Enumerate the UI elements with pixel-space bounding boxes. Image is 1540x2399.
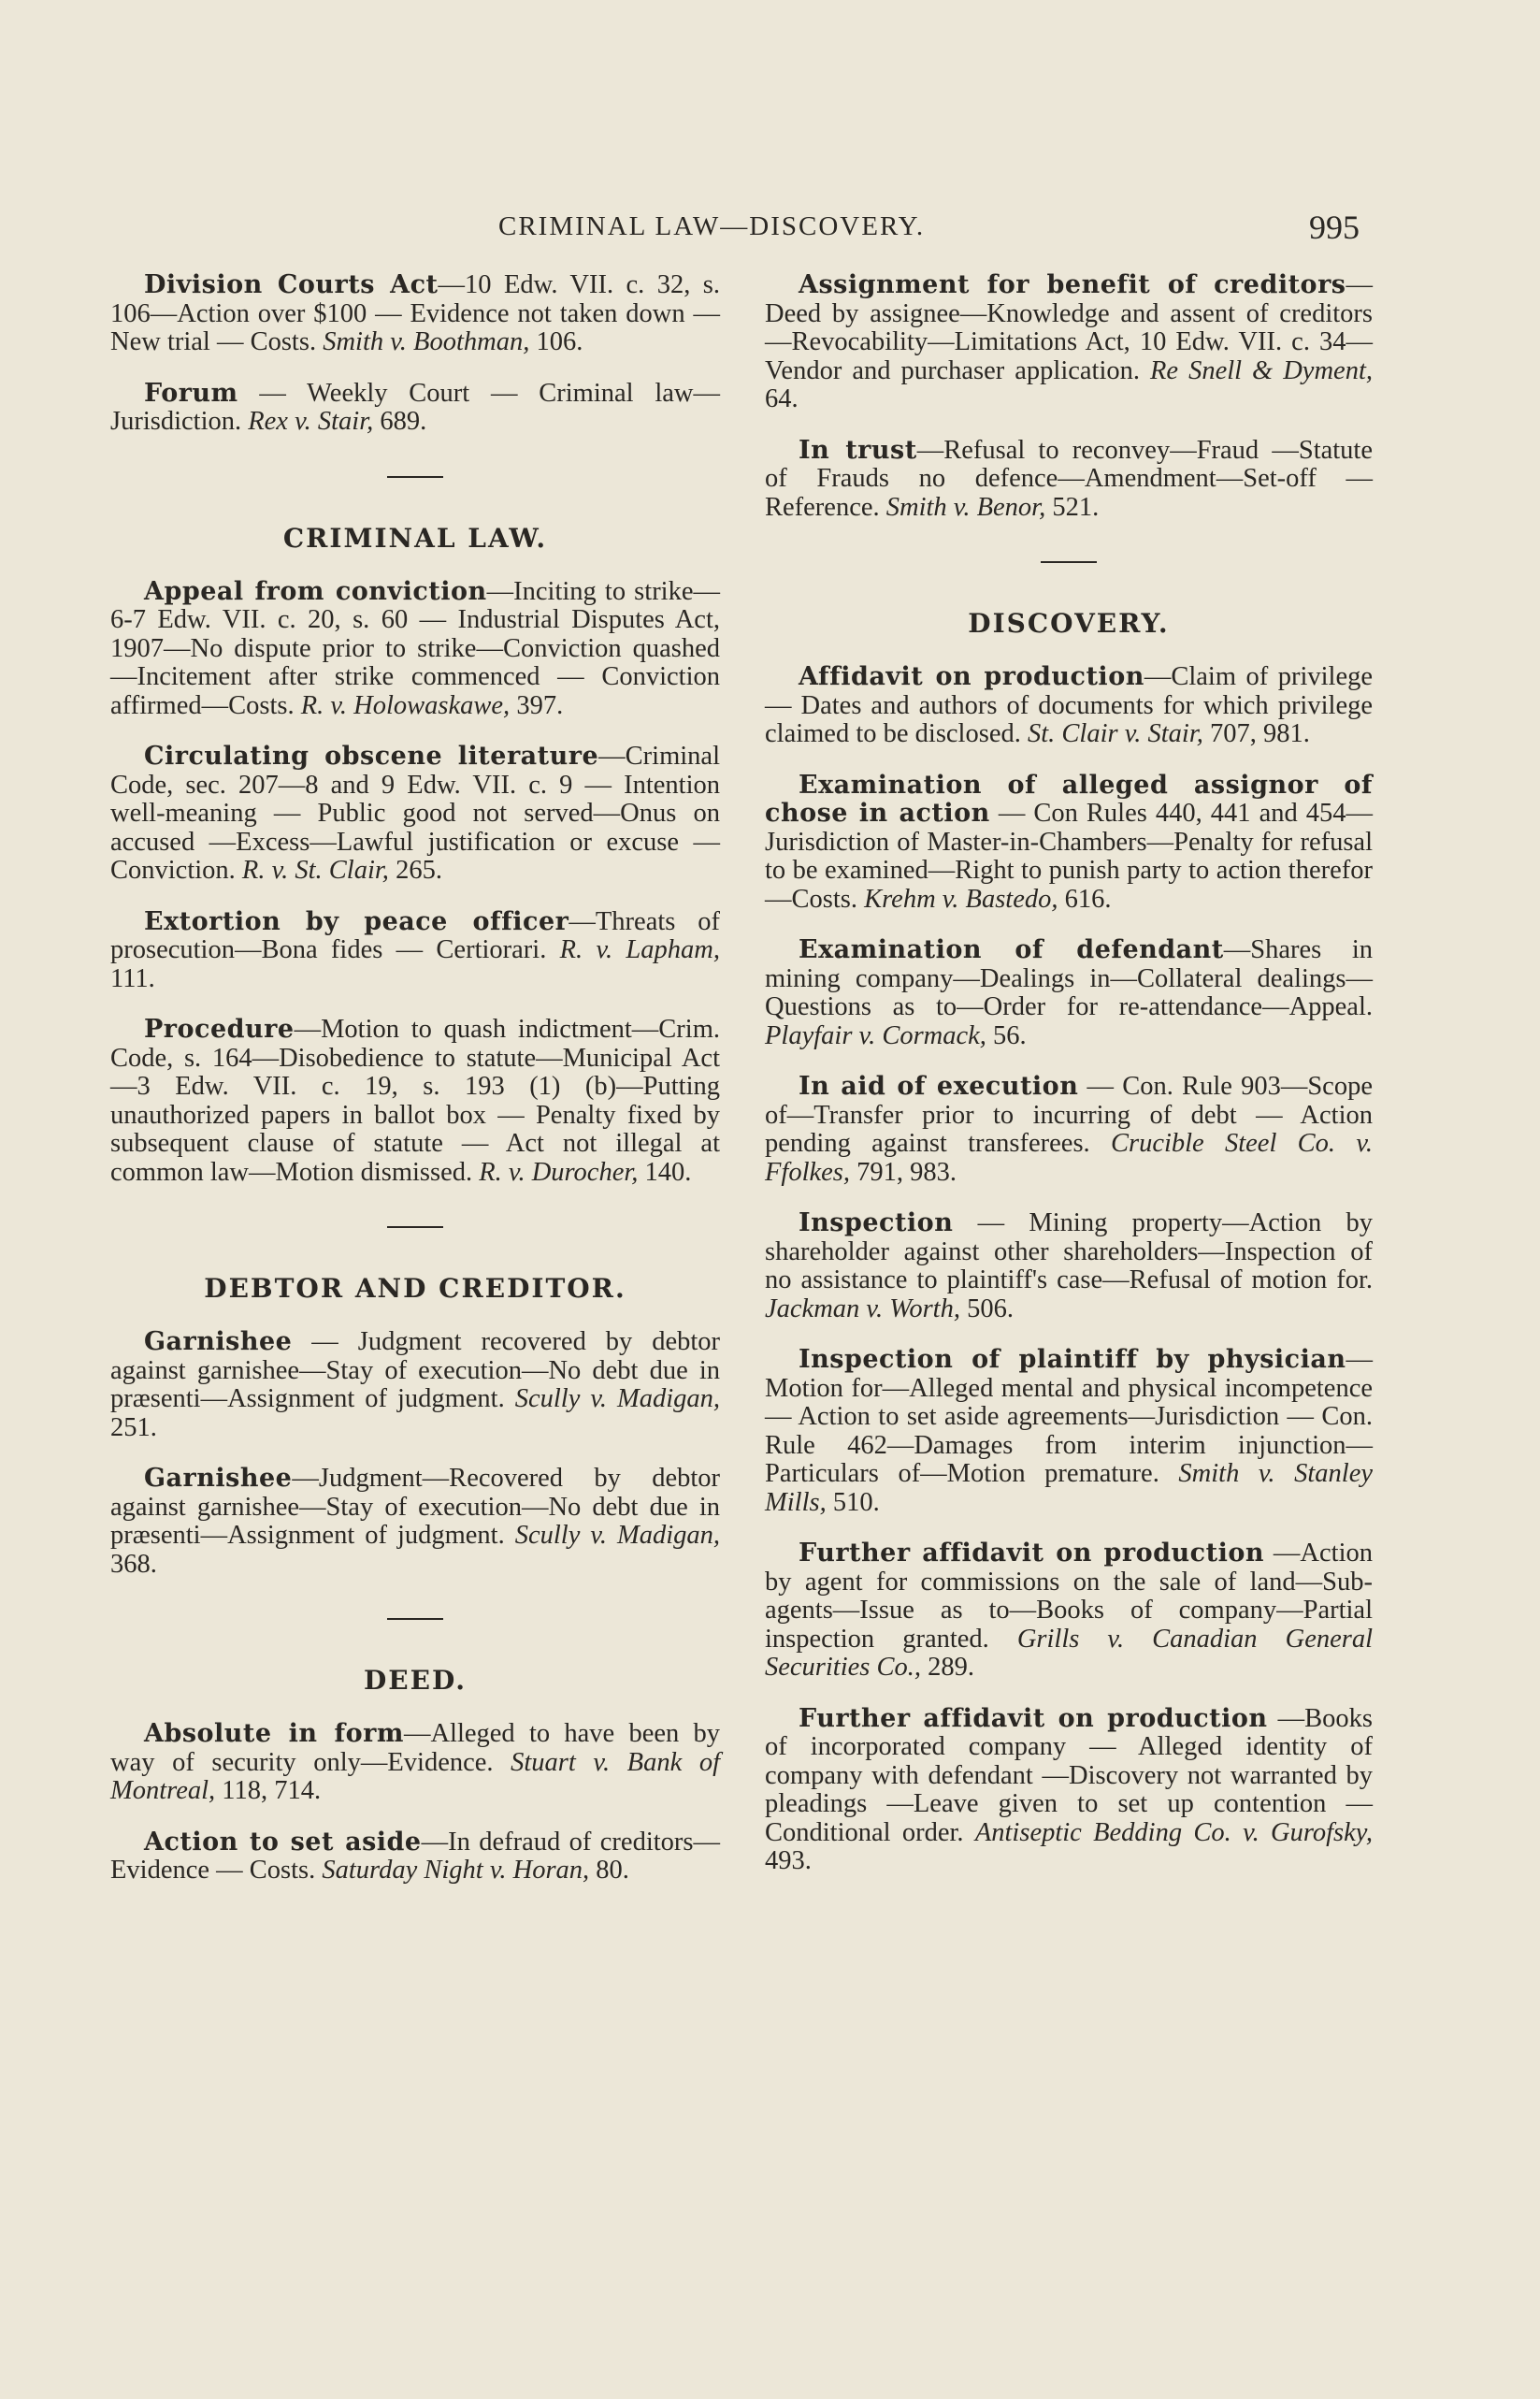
index-entry: Further affidavit on production —Action by agent for commissions on the sale of land—Sub-agents—Issue as to—Books of company—Partial inspection granted. Grills v. Canadian General Securities Co., 289. [765,1539,1373,1682]
index-entry: Forum — Weekly Court — Criminal law—Jurisdiction. Rex v. Stair, 689. [110,378,720,436]
index-entry: Absolute in form—Alleged to have been by way of security only—Evidence. Stuart v. Bank of Montreal, 118, 714. [110,1719,721,1805]
section-title: DEBTOR AND CREDITOR. [204,1273,626,1304]
right-column [765,271,1373,1899]
index-entry: Circulating obscene literature—Criminal Code, sec. 207—8 and 9 Edw. VII. c. 9 — Intention well-meaning — Public good not served—Onus on accused —Excess—Lawful justification or excuse —Conviction. R. v. St. Clair, 265. [110,742,720,885]
index-entry: Examination of defendant—Shares in mining company—Dealings in—Collateral dealings—Questions as to—Order for re-attendance—Appeal. Playfair v. Cormack, 56. [765,935,1373,1050]
section-divider [387,476,443,478]
index-entry: Affidavit on production—Claim of privilege — Dates and authors of documents for which privilege claimed to be disclosed. St. Clair v. Stair, 707, 981. [765,662,1374,748]
section-divider [1041,561,1097,563]
section-title: DISCOVERY. [968,608,1170,639]
left-column [110,271,720,1908]
index-entry: Garnishee — Judgment recovered by debtor against garnishee—Stay of execution—No debt due in præsenti—Assignment of judgment. Scully v. Madigan, 251. [110,1327,720,1442]
index-entry: Inspection — Mining property—Action by shareholder against other shareholders—Inspection of no assistance to plaintiff's case—Refusal of motion for. Jackman v. Worth, 506. [765,1208,1373,1323]
index-entry: Further affidavit on production —Books of incorporated company — Alleged identity of company with defendant —Discovery not warranted by pleadings —Leave given to set up contention — Conditional order. Antiseptic Bedding Co. v. Gurofsky, 493. [765,1703,1373,1875]
index-entry: Procedure—Motion to quash indictment—Crim. Code, s. 164—Disobedience to statute—Municipal Act—3 Edw. VII. c. 19, s. 193 (1) (b)—Putting unauthorized papers in ballot box — Penalty fixed by subsequent clause of statute — Act not illegal at common law—Motion dismissed. R. v. Durocher, 140. [110,1015,720,1187]
index-entry: Inspection of plaintiff by physician—Motion for—Alleged mental and physical incompetence — Action to set aside agreements—Jurisdiction — Con. Rule 462—Damages from interim injunction—Particulars of—Motion premature. Smith v. Stanley Mills, 510. [765,1345,1374,1517]
index-entry: Assignment for benefit of creditors—Deed by assignee—Knowledge and assent of creditors—Revocability—Limitations Act, 10 Edw. VII. c. 34—Vendor and purchaser application. Re Snell & Dyment, 64. [765,270,1373,413]
index-entry: Extortion by peace officer—Threats of prosecution—Bona fides — Certiorari. R. v. Lapham, 111. [110,906,720,993]
index-entry: Appeal from conviction—Inciting to strike—6-7 Edw. VII. c. 20, s. 60 — Industrial Disputes Act, 1907—No dispute prior to strike—Conviction quashed —Incitement after strike commenced — Conviction affirmed—Costs. R. v. Holowaskawe, 397. [110,576,720,720]
running-title: CRIMINAL LAW—DISCOVERY. [498,211,926,241]
section-title: DEED. [364,1665,467,1696]
section-divider [387,1618,443,1620]
index-entry: Division Courts Act—10 Edw. VII. c. 32, s. 106—Action over $100 — Evidence not taken down — New trial — Costs. Smith v. Boothman, 106. [110,270,720,356]
running-header [0,208,1540,245]
section-title: CRIMINAL LAW. [282,522,548,554]
index-entry: In aid of execution — Con. Rule 903—Scope of—Transfer prior to incurring of debt — Action pending against transferees. Crucible Steel Co. v. Ffolkes, 791, 983. [765,1072,1374,1187]
section-divider [387,1226,443,1228]
index-entry: Examination of alleged assignor of chose in action — Con Rules 440, 441 and 454—Jurisdiction of Master-in-Chambers—Penalty for refusal to be examined—Right to punish party to action therefor—Costs. Krehm v. Bastedo, 616. [765,770,1374,914]
index-entry: Action to set aside—In defraud of creditors—Evidence — Costs. Saturday Night v. Horan, 80. [110,1827,720,1885]
page-number: 995 [1309,209,1360,246]
index-entry: Garnishee—Judgment—Recovered by debtor against garnishee—Stay of execution—No debt due in præsenti—Assignment of judgment. Scully v. Madigan, 368. [110,1464,720,1579]
index-entry: In trust—Refusal to reconvey—Fraud —Statute of Frauds no defence—Amendment—Set-off — Reference. Smith v. Benor, 521. [765,435,1373,522]
